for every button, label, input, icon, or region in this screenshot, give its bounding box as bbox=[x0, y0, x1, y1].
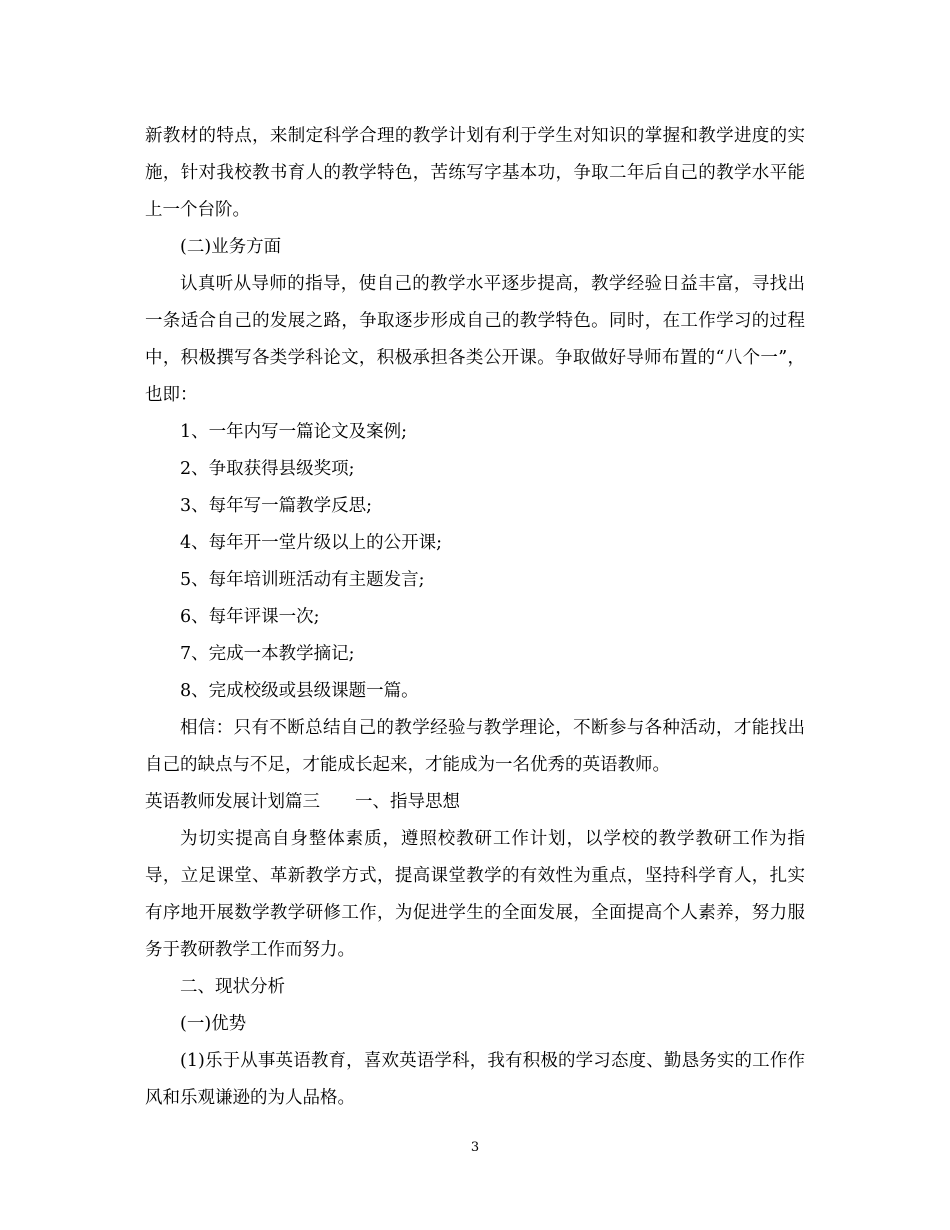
list-item: 6、每年评课一次; bbox=[180, 607, 320, 627]
paragraph: 认真听从导师的指导，使自己的教学水平逐步提高，教学经验日益丰富，寻找出一条适合自己的发展之路，争取逐步形成自己的教学特色。同时，在工作学习的过程中，积极撰写各类学科论文，积极承担各类公开课。争取做好导师布置的“八个一”，也即： bbox=[145, 274, 805, 405]
list-item: 8、完成校级或县级课题一篇。 bbox=[180, 681, 419, 701]
section-heading: (一)优势 bbox=[180, 1014, 247, 1034]
page-number: 3 bbox=[470, 1140, 480, 1155]
list-item: 5、每年培训班活动有主题发言; bbox=[180, 570, 425, 590]
paragraph: (1)乐于从事英语教育，喜欢英语学科，我有积极的学习态度、勤恳务实的工作作风和乐观谦逊的为人品格。 bbox=[145, 1051, 805, 1108]
list-item: 1、一年内写一篇论文及案例; bbox=[180, 422, 408, 442]
section-title: 英语教师发展计划篇三 一、指导思想 bbox=[145, 792, 460, 812]
document-body bbox=[145, 118, 805, 1117]
section-heading: 二、现状分析 bbox=[180, 977, 285, 997]
section-heading: (二)业务方面 bbox=[180, 237, 282, 257]
list-item: 7、完成一本教学摘记; bbox=[180, 644, 355, 664]
paragraph: 新教材的特点，来制定科学合理的教学计划有利于学生对知识的掌握和教学进度的实施，针对我校教书育人的教学特色，苦练写字基本功，争取二年后自己的教学水平能上一个台阶。 bbox=[145, 126, 805, 220]
list-item: 3、每年写一篇教学反思; bbox=[180, 496, 373, 516]
list-item: 2、争取获得县级奖项; bbox=[180, 459, 355, 479]
list-item: 4、每年开一堂片级以上的公开课; bbox=[180, 533, 443, 553]
paragraph: 为切实提高自身整体素质，遵照校教研工作计划，以学校的教学教研工作为指导，立足课堂、革新教学方式，提高课堂教学的有效性为重点，坚持科学育人，扎实有序地开展数学教学研修工作，为促进学生的全面发展，全面提高个人素养，努力服务于教研教学工作而努力。 bbox=[145, 829, 805, 960]
paragraph: 相信：只有不断总结自己的教学经验与教学理论，不断参与各种活动，才能找出自己的缺点与不足，才能成长起来，才能成为一名优秀的英语教师。 bbox=[145, 718, 805, 775]
